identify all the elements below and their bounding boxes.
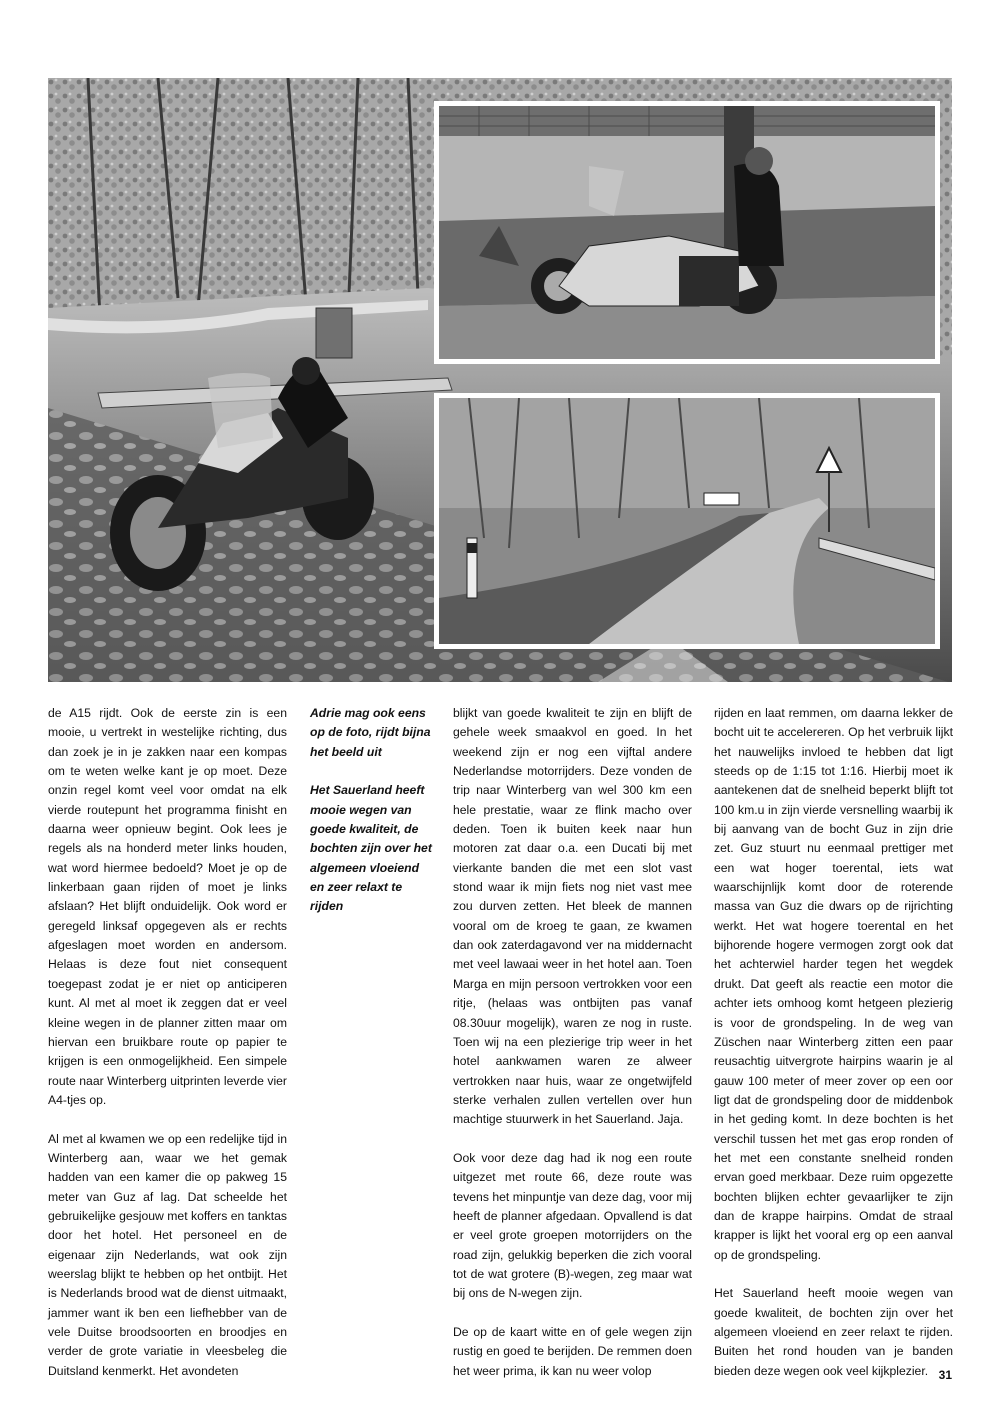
column1-paragraph-1: de A15 rijdt. Ook de eerste zin is een mooie, u vertrekt in westelijke richting, dus dan zoek je in je zakken naar een kompas om te weten welke kant je op moet. Deze onzin regel komt veel voor omdat na elk vierde routepunt het programma finisht en daarna weer opnieuw begint. Ook lees je regels als na honderd meter links houden, wat word hiermee bedoeld? Moet je op de linkerbaan gaan rijden of moet je links afslaan? Het blijft onduidelijk. Ook word er geregeld linksaf opgegeven als er rechts afgeslagen moet worden en andersom. Helaas is deze fout niet consequent toegepast zodat je er niet op anticiperen kunt. Al met al moet ik zeggen dat er veel kleine wegen in de planner zitten maar om hiervan een bruikbare route op papier te krijgen is een onmogelijkheid. Een simpele route naar Winterberg uitprinten leverde vier A4-tjes op. <box>48 706 287 1107</box>
photo-caption-2: Het Sauerland heeft mooie wegen van goede kwaliteit, de bochten zijn over het algemeen vloeiend en zeer relaxt te rijden <box>310 783 432 914</box>
photo-rider-with-motorcycle <box>434 101 940 364</box>
column3-paragraph-2: Ook voor deze dag had ik nog een route uitgezet met route 66, deze route was tevens het minpuntje van deze dag, voor mij heeft de planner afgedaan. Opvallend is dat er veel grote groepen motorrijders on the road zijn, gelukkig beperken die zich vooral tot de wat grotere (B)-wegen, zeg maar wat bij ons de N-wegen zijn. <box>453 1150 692 1301</box>
text-column-1 <box>48 704 287 1400</box>
column3-paragraph-1: blijkt van goede kwaliteit te zijn en blijft de gehele week smaakvol en goed. In het weekend zijn er nog een vijftal andere Nederlandse motorrijders. Deze vonden de trip naar Winterberg van wel 300 km een hele prestatie, waar ze flink macho over deden. Toen ik buiten keek naar hun motoren zat daar o.a. een Ducati bij met vierkante banden die met een slot vast stond waar ik mijn fiets nog niet vast mee zou durven zetten. Het bleek de mannen vooral om de kroeg te gaan, ze kwamen dan ook zaterdagavond ver na middernacht met veel lawaai weer in het hotel aan. Toen Marga en mijn persoon vertrokken voor een ritje, (helaas was ontbijten pas vanaf 08.30uur mogelijk), waren ze nog in ruste. Toen wij na een plezierige trip weer in het hotel aankwamen waren ze alweer vertrokken naar huis, waar ze ongetwijfeld sterke verhalen zullen vertellen over hun machtige stuurwerk in het Sauerland. Jaja. <box>453 706 692 1127</box>
text-column-3 <box>453 704 692 1400</box>
column4-paragraph-1: rijden en laat remmen, om daarna lekker de bocht uit te accelereren. Op het verbruik lijkt het nauwelijks invloed te hebben dat ligt steeds op de 1:15 tot 1:16. Hierbij moet ik aantekenen dat de snelheid beperkt blijft tot 100 km.u in zijn vierde versnelling waarbij ik bij aanvang van de bocht Guz in zijn drie zet. Guz stuurt nu eenmaal prettiger met een wat hoger toerental, iets wat waarschijnlijk komt door de roterende massa van Guz die dwars op de rijrichting werkt. Het wat hogere toerental en het bijhorende hogere vermogen zorgt ook dat het achterwiel harder tegen het wegdek drukt. Dat geeft als reactie een motor die achter iets omhoog komt hetgeen plezierig is voor de grondspeling. In de weg van Züschen naar Winterberg zitten een paar reusachtig uitvergrote hairpins waarin je al gauw 100 meter of meer zover op een oor ligt dat de grondspeling door de middenbok in het geding komt. In deze bochten is het verschil tussen het met gas erop ronden of het met een constante snelheid ronden ervan goed merkbaar. Deze ruim opgezette bochten blijken echter gevaarlijker te zijn dan de krappe hairpins. Omdat de straal krapper is lijkt het vooral erg op een aanval op de grondspeling. <box>714 706 953 1262</box>
photo-caption-1: Adrie mag ook eens op de foto, rijdt bijna het beeld uit <box>310 706 431 759</box>
column4-paragraph-2: Het Sauerland heeft mooie wegen van goede kwaliteit, de bochten zijn over het algemeen vloeiend en zeer relaxt te rijden. Buiten het rond houden van je banden bieden deze wegen ook veel kijkplezier. <box>714 1286 953 1378</box>
text-column-4 <box>714 704 953 1400</box>
column1-paragraph-2: Al met al kwamen we op een redelijke tijd in Winterberg aan, waar we het gemak hadden van een kamer die op pakweg 15 meter van Guz af lag. Dat scheelde het gebruikelijke gesjouw met koffers en tanktas door het hotel. Het personeel en de eigenaar zijn Nederlands, wat ook zijn weerslag blijkt te hebben op het ontbijt. Het is Nederlands brood wat de dienst uitmaakt, jammer want ik ben een liefhebber van de vele Duitse broodsoorten en broodjes en verder de grote variatie in vleesbeleg die Duitsland kenmerkt. Het avondeten <box>48 1131 287 1378</box>
photo-winding-road <box>434 393 940 649</box>
caption-column <box>310 704 432 936</box>
page-number: 31 <box>938 1368 952 1382</box>
column3-paragraph-3: De op de kaart witte en of gele wegen zijn rustig en goed te berijden. De remmen doen het weer prima, ik kan nu weer volop <box>453 1325 692 1378</box>
